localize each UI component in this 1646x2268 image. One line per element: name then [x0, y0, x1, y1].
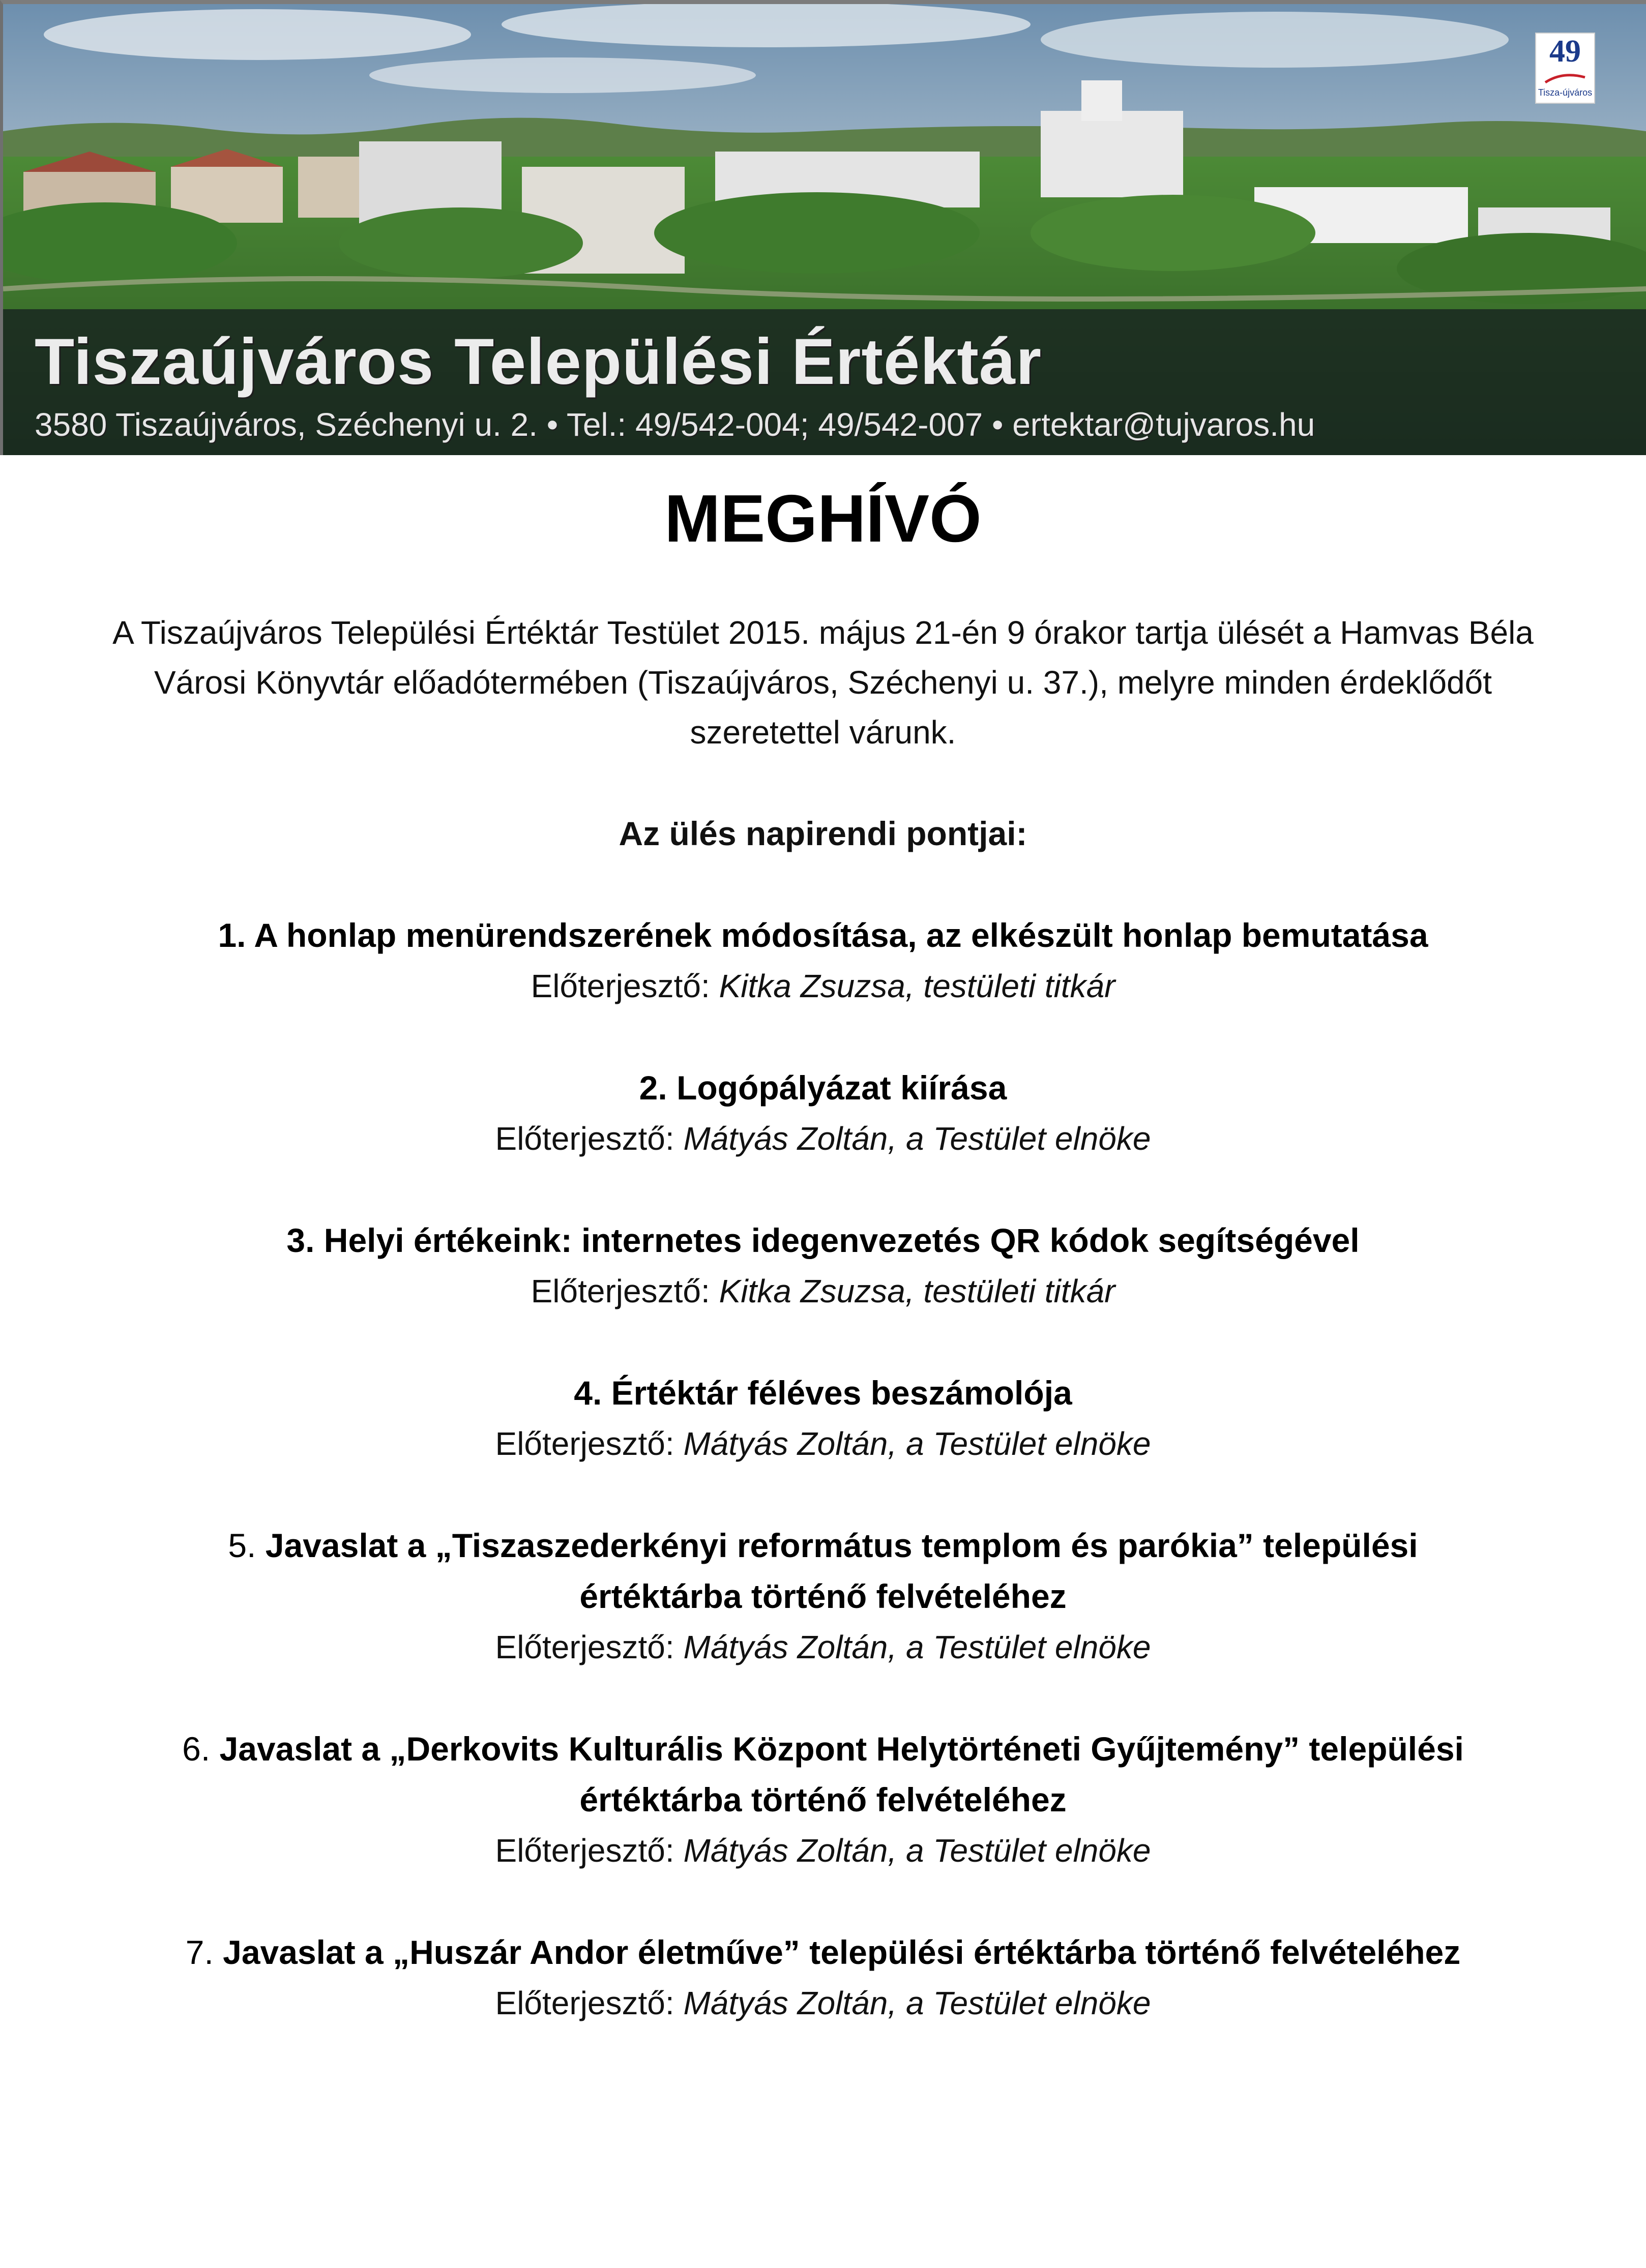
agenda-item-5	[65, 1520, 1581, 1673]
agenda-item-text-continued: értéktárba történő felvételéhez	[579, 1577, 1067, 1615]
banner-address: 3580 Tiszaújváros, Széchenyi u. 2. • Tel.: 49/542-004; 49/542-007 • ertektar@tujvaros.hu	[35, 406, 1315, 443]
agenda-item-number: 2.	[639, 1069, 667, 1107]
agenda-item-presenter	[65, 1978, 1581, 2028]
agenda-item-text-continued: értéktárba történő felvételéhez	[579, 1781, 1067, 1818]
agenda-item-4	[65, 1367, 1581, 1469]
header-banner	[0, 0, 1646, 455]
agenda-item-3	[65, 1215, 1581, 1317]
agenda-item-title	[65, 1520, 1581, 1622]
banner-caption	[3, 309, 1646, 455]
agenda-item-presenter	[65, 1622, 1581, 1673]
agenda-item-text: Javaslat a „Huszár Andor életműve” települési értéktárba történő felvételéhez	[223, 1933, 1461, 1971]
logo-text: Tisza-újváros	[1538, 87, 1593, 98]
agenda-item-number: 4.	[574, 1374, 602, 1412]
presenter-label: Előterjesztő:	[495, 1425, 674, 1462]
banner-title-archive: Települési Értéktár	[454, 325, 1042, 398]
agenda-item-title	[65, 1927, 1581, 1978]
agenda-item-number: 5.	[228, 1527, 256, 1564]
presenter-label: Előterjesztő:	[495, 1985, 674, 2021]
agenda-item-text: A honlap menürendszerének módosítása, az elkészült honlap bemutatása	[254, 916, 1428, 954]
agenda-item-number: 3.	[286, 1221, 315, 1259]
agenda-item-text: Javaslat a „Derkovits Kulturális Központ Helytörténeti Gyűjtemény” települési	[219, 1730, 1464, 1768]
logo-number: 49	[1549, 34, 1581, 69]
presenter-label: Előterjesztő:	[531, 968, 710, 1004]
agenda-item-6	[65, 1723, 1581, 1876]
agenda-list	[0, 910, 1646, 2028]
agenda-item-1	[65, 910, 1581, 1011]
page-title: MEGHÍVÓ	[664, 481, 982, 556]
agenda-item-number: 6.	[182, 1730, 211, 1768]
swoosh-icon	[1542, 67, 1588, 87]
agenda-item-2	[65, 1062, 1581, 1164]
presenter-name: Mátyás Zoltán, a Testület elnöke	[683, 1120, 1151, 1157]
presenter-name: Mátyás Zoltán, a Testület elnöke	[683, 1985, 1151, 2021]
agenda-title: Az ülés napirendi pontjai:	[619, 815, 1027, 852]
agenda-item-7	[65, 1927, 1581, 2028]
presenter-name: Mátyás Zoltán, a Testület elnöke	[683, 1832, 1151, 1869]
agenda-item-number: 1.	[218, 916, 246, 954]
banner-title	[35, 324, 1042, 399]
agenda-item-title	[65, 1215, 1581, 1266]
anniversary-logo	[1535, 33, 1595, 104]
agenda-item-text: Javaslat a „Tiszaszederkényi református templom és parókia” települési	[265, 1527, 1418, 1564]
presenter-label: Előterjesztő:	[495, 1832, 674, 1869]
agenda-item-presenter	[65, 1825, 1581, 1876]
agenda-item-number: 7.	[185, 1933, 214, 1971]
agenda-item-title	[65, 1723, 1581, 1825]
presenter-name: Mátyás Zoltán, a Testület elnöke	[683, 1425, 1151, 1462]
presenter-name: Kitka Zsuzsa, testületi titkár	[719, 1273, 1115, 1309]
agenda-item-presenter	[65, 1113, 1581, 1164]
agenda-item-presenter	[65, 1266, 1581, 1317]
presenter-label: Előterjesztő:	[495, 1120, 674, 1157]
presenter-name: Mátyás Zoltán, a Testület elnöke	[683, 1629, 1151, 1665]
agenda-item-title	[65, 1062, 1581, 1113]
agenda-item-text: Logópályázat kiírása	[677, 1069, 1007, 1107]
agenda-item-text: Helyi értékeink: internetes idegenvezetés QR kódok segítségével	[324, 1221, 1360, 1259]
agenda-item-presenter	[65, 961, 1581, 1011]
presenter-name: Kitka Zsuzsa, testületi titkár	[719, 968, 1115, 1004]
agenda-item-presenter	[65, 1418, 1581, 1469]
presenter-label: Előterjesztő:	[531, 1273, 710, 1309]
agenda-item-title	[65, 910, 1581, 961]
agenda-item-text: Értéktár féléves beszámolója	[611, 1374, 1072, 1412]
agenda-item-title	[65, 1367, 1581, 1418]
presenter-label: Előterjesztő:	[495, 1629, 674, 1665]
invitation-content	[0, 478, 1646, 2079]
banner-title-city: Tiszaújváros	[35, 325, 434, 398]
intro-paragraph: A Tiszaújváros Települési Értéktár Testület 2015. május 21-én 9 órakor tartja ülését a Hamvas Béla Városi Könyvtár előadótermében (Tiszaújváros, Széchenyi u. 37.), melyre minden érdeklődőt szeretettel várunk.	[112, 614, 1534, 751]
